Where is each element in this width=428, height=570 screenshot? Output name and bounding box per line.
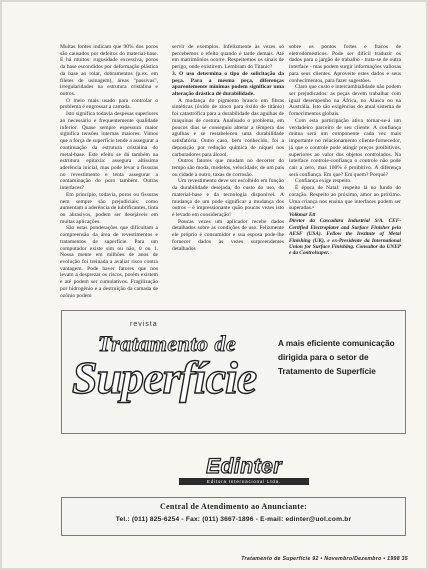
ad-banner (61, 310, 406, 434)
paragraph: Outros fatores que mudam no decorrer do tempo são moda, modelos, velocidade; de um país ou cidade a outro, taxas de corrosão. (172, 158, 284, 178)
magazine-page (2, 2, 426, 568)
paragraph: Claro que custo e intercambialidade não podem ser prejudicados: as peças devem trabalhar com igual desempenho na África, no Alasca ou na Austrália. Isto são exigências do atual sistema de fornecimentos globais. (289, 84, 401, 118)
publisher-name: Edinter (206, 455, 282, 478)
contact-box (61, 497, 406, 536)
publisher-subtitle: Editora Internacional Ltda. (179, 478, 309, 485)
paragraph: Muitas fontes indicam que 90% dos poros são causados por defeitos do material-base. E há muitos: rugosidade excessiva, poros da base escondidos por deformação plástica da base ao rolar, dobramentos (p.ex. em filetes de usinagem), áreas "passivas", irregularidades na estrutura cristalina e outros. (60, 44, 158, 98)
paragraph: A mudança do pigmento branco em fibras sintéticas (óxido de zinco para óxido de titânio) foi catastrófica para a durabilidade das agulhas de máquinas de costura. Analisado o problema, em poucos dias se conseguiu alterar a têmpera das agulhas e se restabeleceu uma durabilidade satisfatória. Outro caso, bem conhecido, foi a deposição por redução química de níquel nos carburadores para álcool. (172, 97, 284, 158)
ad-slogan: A mais eficiente comunicação dirigida para o setor de Tratamento de Superfície (278, 339, 395, 376)
logo-title-line1: Tratamento de (98, 331, 237, 356)
paragraph: Com esta participação ativa tornar-se-á um verdadeiro parceiro de seu cliente. A confiança mútua será um componente cada vez mais importante no relacionamento cliente-fornecedor, já que o controle pode atingir preços proibitivos, superiores ao valor dos objetos controlados. Na interface controle-confiança o controle não pode cair a zero, mas 100% é proibitivo. A diferença será confiança. Em que? Em quem? Porquê? (289, 117, 401, 178)
paragraph: Poucas vezes um aplicador recebe dados detalhados sobre as condições de uso. Felizmente ele próprio é consumidor e sua esposa pode-lhe fornecer dados às vezes surpreendentes detalhados (172, 218, 284, 252)
author-name: Volkmar Ett (289, 211, 316, 218)
article-column-3 (289, 44, 401, 306)
paragraph: Em princípio, todavia, poros ou fissuras nem sempre são prejudiciais: como aumentam a aderência de lubrificantes, tinta ou abrasivos, podem ser desejáveis em muitas aplicações. (60, 191, 158, 225)
paragraph: São estas ponderações que dificultam a compreensão da área de revestimentos e tratamentos de superfície. Para um computador existe sim ou não, 0 ou 1. Nossa mente em milhões de anos de evolução foi treinada a avaliar risco contra vantagem. Pode haver fatores que nos levam a desprezar os riscos, porém existem e até podem ser cumulativos. Fragilização por hidrogênio e a destruição da camada de ozônio podem (60, 225, 158, 299)
article-column-1 (60, 44, 158, 306)
publisher-logo (179, 455, 309, 485)
paragraph: sobre os pontos fortes e fracos de eletrodomésticos. Pode ser difícil traduzir os dados para o jargão de trabalho - trata-se de outra interface - mas podem surgir informações valiosas para seus clientes. Aproveite estes dados e seus conhecimentos, para fazer sugestões. (289, 44, 401, 84)
author-bio: Diretor da Cascadura Industrial S/A. CEF-Certified Electroplater and Surface Finisher pela AESF (USA). Fellow the Institute of Metal Finishing (UK), e ex-Presidente da International Union for Surface Finishing. Consultor da UNEP e da Controlsuper. (289, 218, 401, 257)
advertisement (61, 310, 404, 542)
section-heading: 3. O uso determina o tipo de solicitação da peça. Para a mesma peça, diferenças aparentemente mínimas podem significar uma alteração drástica de durabilidade. (172, 70, 284, 98)
article-column-2 (172, 44, 284, 306)
paragraph: O meio mais usado para controlar o problema é engrossar a camada. (60, 97, 158, 111)
page-footer: Tratamento de Superfície 92 • Novembro/Dezembro • 1998 35 (241, 556, 408, 562)
logo-title-line2: Superfície (72, 352, 257, 403)
paragraph: É época de Natal: respeito lá no fundo do coração. Respeito ao próximo, amor ao próximo. Uma criança nos ensina que interfaces podem ser superadas.• (289, 185, 401, 212)
paragraph: Um revestimento deve ser escolhido em função da durabilidade desejada, do custo do uso, do material-base e da tecnologia disponível. A mudança de um pode significar a mudança dos outros – é impressionante quão poucas vezes isto é levado em consideração! (172, 178, 284, 218)
logo-revista-text: revista (130, 321, 158, 328)
contact-title: Central de Atendimento ao Anunciante: (159, 502, 308, 511)
paragraph: servir de exemplos. Infelizmente às vezes só percebemos o efeito quando é tarde demais. Até em matrimônios ocorre. Respeitemos os sinais de perigo, onde existirem. Lembram do Titanic? (172, 44, 284, 71)
magazine-logo (70, 317, 266, 423)
paragraph: Isto significa todavia despesas superiores ao necessário e frequentemente qualidade inferior. Quase sempre espessura maior significa tensões internas maiores. Vimos que a força de superfície tende a assegurar a continuação da estrutura cristalina do metal-base. Este efeito se dá também na estrutura epitaxia: assegura altíssima aderência inicial, mas pode levar a fissuras no revestimento e tenta assegurar a contaminação do poro também. Outras interfaces? (60, 111, 158, 192)
paragraph: Confiança exige respeito. (295, 178, 352, 185)
contact-details: Tel.: (011) 825-6254 - Fax: (011) 3667-1896 - E-mail: edinter@uol.com.br (115, 516, 352, 523)
